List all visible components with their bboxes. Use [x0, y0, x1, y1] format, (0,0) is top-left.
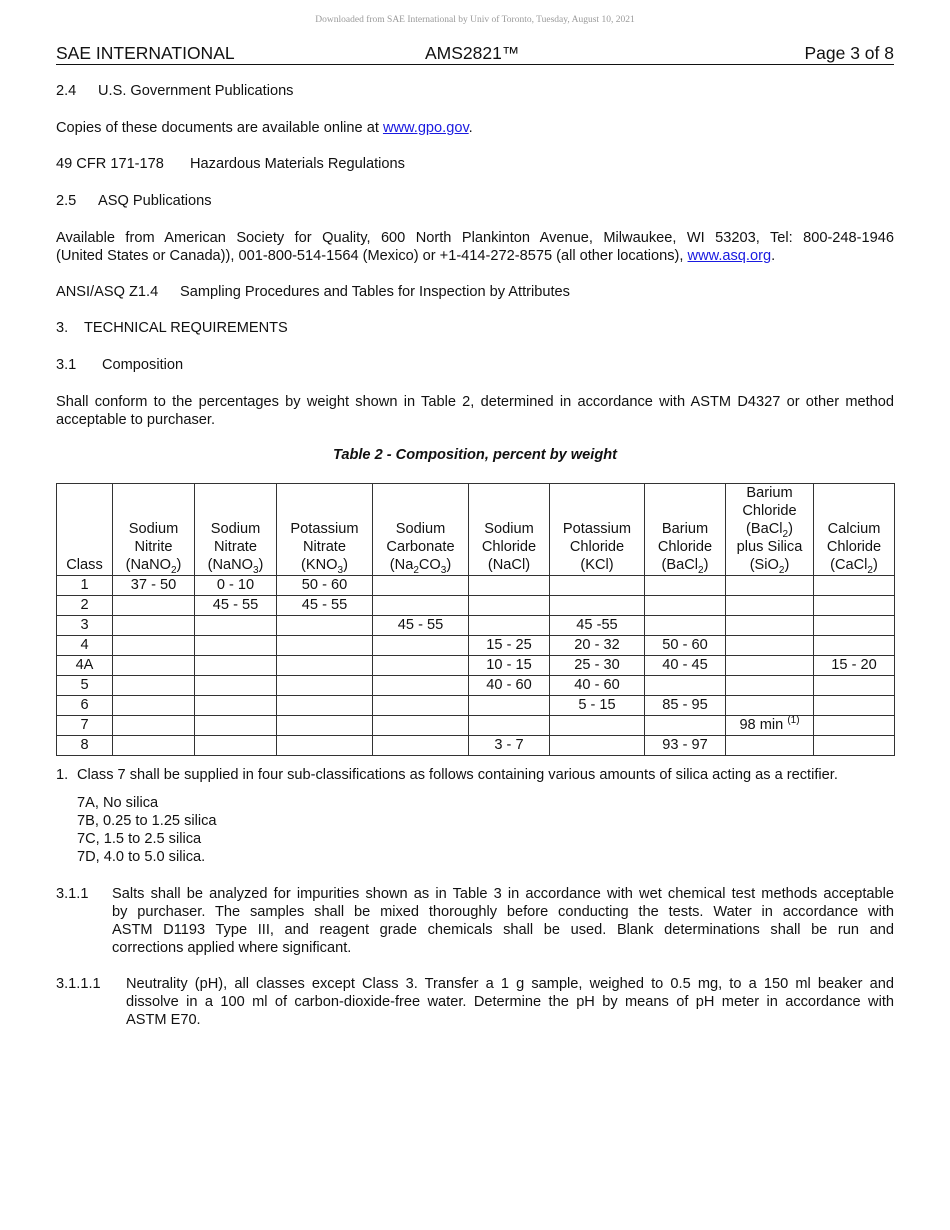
list-item: 7D, 4.0 to 5.0 silica. — [77, 849, 206, 865]
composition-cell — [195, 656, 277, 676]
class-cell: 7 — [57, 716, 113, 736]
composition-cell: 50 - 60 — [277, 576, 373, 596]
header-barium-chloride-silica: Barium Chloride (BaCl$_2$) plus Silica (SiO$_2$) — [726, 484, 814, 576]
class-cell: 1 — [57, 576, 113, 596]
class-cell: 4A — [57, 656, 113, 676]
table-row — [57, 696, 895, 716]
section-number: 2.5 — [56, 193, 77, 209]
composition-cell — [814, 576, 895, 596]
composition-cell — [373, 596, 469, 616]
class-cell: 2 — [57, 596, 113, 616]
composition-cell — [277, 616, 373, 636]
period: . — [771, 248, 776, 264]
paragraph-line-3: ASTM E70. — [126, 1012, 201, 1028]
section-title: U.S. Government Publications — [98, 83, 294, 99]
composition-cell — [195, 636, 277, 656]
section-title: Composition — [102, 357, 184, 373]
header-doc-number: AMS2821™ — [425, 43, 520, 63]
composition-cell: 37 - 50 — [113, 576, 195, 596]
composition-cell — [726, 676, 814, 696]
composition-cell — [195, 616, 277, 636]
composition-cell — [814, 696, 895, 716]
header-sodium-carbonate: Sodium Carbonate $(Na_2CO_3)$ — [373, 484, 469, 576]
reference-title: Hazardous Materials Regulations — [190, 156, 405, 172]
composition-cell — [277, 736, 373, 756]
composition-cell — [814, 676, 895, 696]
composition-cell — [113, 636, 195, 656]
table-row — [57, 676, 895, 696]
paragraph-line-1: Salts shall be analyzed for impurities shown as in Table 3 in accordance with wet chemical test methods acceptable — [112, 886, 894, 902]
header-sodium-nitrite: Sodium Nitrite (NaNO$_2$) — [113, 484, 195, 576]
composition-cell — [645, 616, 726, 636]
composition-cell — [469, 576, 550, 596]
table-body — [57, 576, 895, 756]
section-number: 3. — [56, 320, 69, 336]
composition-cell: 85 - 95 — [645, 696, 726, 716]
class-cell: 3 — [57, 616, 113, 636]
header-potassium-nitrate: Potassium Nitrate $(KNO_3)$ — [277, 484, 373, 576]
composition-cell — [726, 576, 814, 596]
table-header-row — [57, 484, 895, 576]
composition-cell — [814, 636, 895, 656]
composition-cell: 40 - 60 — [469, 676, 550, 696]
composition-cell: 40 - 45 — [645, 656, 726, 676]
table-row — [57, 576, 895, 596]
composition-cell — [814, 736, 895, 756]
note-text: Class 7 shall be supplied in four sub-classifications as follows containing various amounts of silica acting as a rectifier. — [77, 767, 838, 783]
header-class: Class — [57, 484, 113, 576]
composition-cell — [550, 596, 645, 616]
composition-cell — [726, 616, 814, 636]
section-2-5-heading — [56, 193, 212, 209]
composition-cell — [277, 656, 373, 676]
composition-cell: 15 - 25 — [469, 636, 550, 656]
section-3-1-1-1 — [56, 975, 894, 1029]
composition-cell — [113, 716, 195, 736]
table-row — [57, 656, 895, 676]
header-potassium-chloride: Potassium Chloride (KCl) — [550, 484, 645, 576]
section-2-4-heading — [56, 83, 294, 99]
asq-reference — [56, 284, 570, 300]
composition-cell — [645, 576, 726, 596]
paragraph-line-4: corrections applied where significant. — [112, 940, 352, 956]
table-row — [57, 716, 895, 736]
composition-cell: 3 - 7 — [469, 736, 550, 756]
header-calcium-chloride: Calcium Chloride (CaCl$_2$) — [814, 484, 895, 576]
table-note-1 — [56, 767, 838, 783]
silica-subclass-list — [77, 794, 217, 866]
class-cell: 5 — [57, 676, 113, 696]
list-item: 7B, 0.25 to 1.25 silica — [77, 813, 217, 829]
paragraph-line-2: by purchaser. The samples shall be mixed thoroughly before conducting the tests. Water in accordance with — [112, 904, 894, 920]
composition-cell — [373, 676, 469, 696]
composition-cell — [195, 736, 277, 756]
composition-cell — [814, 596, 895, 616]
section-3-1-heading — [56, 357, 184, 373]
composition-cell — [726, 656, 814, 676]
composition-cell — [373, 656, 469, 676]
composition-cell: 45 - 55 — [373, 616, 469, 636]
composition-cell — [195, 676, 277, 696]
composition-cell: 45 - 55 — [195, 596, 277, 616]
section-3-heading — [56, 320, 288, 336]
header-sodium-chloride: Sodium Chloride (NaCl) — [469, 484, 550, 576]
composition-cell — [726, 696, 814, 716]
composition-cell — [195, 696, 277, 716]
composition-cell — [373, 736, 469, 756]
composition-cell — [726, 596, 814, 616]
composition-cell — [550, 716, 645, 736]
reference-title: Sampling Procedures and Tables for Inspection by Attributes — [180, 284, 570, 300]
composition-cell — [550, 576, 645, 596]
class-cell: 4 — [57, 636, 113, 656]
section-number: 3.1.1.1 — [56, 976, 101, 992]
composition-cell — [645, 676, 726, 696]
composition-cell — [469, 716, 550, 736]
composition-cell — [550, 736, 645, 756]
composition-cell — [373, 716, 469, 736]
composition-cell: 93 - 97 — [645, 736, 726, 756]
table-caption: Table 2 - Composition, percent by weight — [332, 447, 618, 463]
list-item: 7A, No silica — [77, 795, 159, 811]
paragraph-line-2: acceptable to purchaser. — [56, 412, 216, 428]
composition-cell: 50 - 60 — [645, 636, 726, 656]
header-org: SAE INTERNATIONAL — [56, 43, 235, 63]
composition-cell — [726, 636, 814, 656]
period: . — [468, 120, 473, 136]
availability-line-1: Available from American Society for Quality, 600 North Plankinton Avenue, Milwaukee, WI 53203, Tel: 800-248-1946 — [56, 230, 894, 246]
composition-cell — [277, 676, 373, 696]
paragraph-line-1: Shall conform to the percentages by weight shown in Table 2, determined in accordance with ASTM D4327 or other method — [56, 394, 894, 410]
composition-cell — [373, 696, 469, 716]
composition-cell — [113, 736, 195, 756]
paragraph-line-3: ASTM D1193 Type III, and reagent grade chemicals shall be used. Blank determinations shall be run and — [112, 922, 894, 938]
class-cell: 8 — [57, 736, 113, 756]
availability-line-2: (United States or Canada)), 001-800-514-1564 (Mexico) or +1-414-272-8575 (all other locations), — [56, 248, 688, 264]
asq-link[interactable]: www.asq.org — [687, 248, 772, 264]
composition-cell — [195, 716, 277, 736]
composition-cell: 10 - 15 — [469, 656, 550, 676]
composition-cell — [645, 716, 726, 736]
section-number: 3.1 — [56, 357, 77, 373]
composition-cell: 5 - 15 — [550, 696, 645, 716]
paragraph-line-2: dissolve in a 100 ml of carbon-dioxide-free water. Determine the pH by means of pH meter in accordance with — [126, 994, 894, 1010]
section-number: 3.1.1 — [56, 886, 89, 902]
composition-cell — [277, 716, 373, 736]
gpo-link[interactable]: www.gpo.gov — [382, 120, 469, 136]
composition-cell: 25 - 30 — [550, 656, 645, 676]
asq-availability — [56, 229, 894, 265]
composition-cell — [277, 636, 373, 656]
composition-cell — [113, 596, 195, 616]
composition-cell — [373, 576, 469, 596]
composition-cell — [373, 636, 469, 656]
reference-code: ANSI/ASQ Z1.4 — [56, 284, 159, 300]
reference-code: 49 CFR 171-178 — [56, 156, 164, 172]
paragraph-line-1: Neutrality (pH), all classes except Class 3. Transfer a 1 g sample, weighed to 0.5 mg, to a 150 ml beaker and — [126, 976, 894, 992]
page-header — [56, 43, 894, 65]
header-sodium-nitrate: Sodium Nitrate (NaNO$_3$) — [195, 484, 277, 576]
composition-cell: 98 min $^{(1)}$ — [726, 716, 814, 736]
composition-cell: 40 - 60 — [550, 676, 645, 696]
section-title: ASQ Publications — [98, 193, 212, 209]
copies-text: Copies of these documents are available online at — [56, 120, 383, 136]
composition-cell: 20 - 32 — [550, 636, 645, 656]
composition-cell: 45 - 55 — [277, 596, 373, 616]
composition-cell — [113, 616, 195, 636]
table-row — [57, 596, 895, 616]
composition-cell — [469, 596, 550, 616]
list-item: 7C, 1.5 to 2.5 silica — [77, 831, 202, 847]
composition-cell — [814, 716, 895, 736]
composition-cell — [113, 696, 195, 716]
section-number: 2.4 — [56, 83, 77, 99]
composition-cell: 0 - 10 — [195, 576, 277, 596]
composition-cell — [814, 616, 895, 636]
note-number: 1. — [56, 767, 69, 783]
composition-table — [56, 483, 895, 756]
composition-paragraph — [56, 393, 894, 429]
section-3-1-1 — [56, 885, 894, 957]
composition-cell — [645, 596, 726, 616]
composition-cell — [277, 696, 373, 716]
composition-cell — [469, 696, 550, 716]
table-row — [57, 736, 895, 756]
table-row — [57, 616, 895, 636]
download-watermark: Downloaded from SAE International by Univ of Toronto, Tuesday, August 10, 2021 — [315, 15, 635, 25]
header-page-number: Page 3 of 8 — [804, 43, 894, 63]
section-title: TECHNICAL REQUIREMENTS — [84, 320, 288, 336]
table-row — [57, 636, 895, 656]
composition-cell — [469, 616, 550, 636]
composition-cell: 45 -55 — [550, 616, 645, 636]
cfr-reference — [56, 156, 405, 172]
gpo-availability — [56, 120, 473, 136]
class-cell: 6 — [57, 696, 113, 716]
composition-cell — [726, 736, 814, 756]
header-barium-chloride: Barium Chloride (BaCl$_2$) — [645, 484, 726, 576]
footnote-ref: (1) — [787, 715, 800, 727]
composition-cell — [113, 656, 195, 676]
composition-cell — [113, 676, 195, 696]
composition-cell: 15 - 20 — [814, 656, 895, 676]
